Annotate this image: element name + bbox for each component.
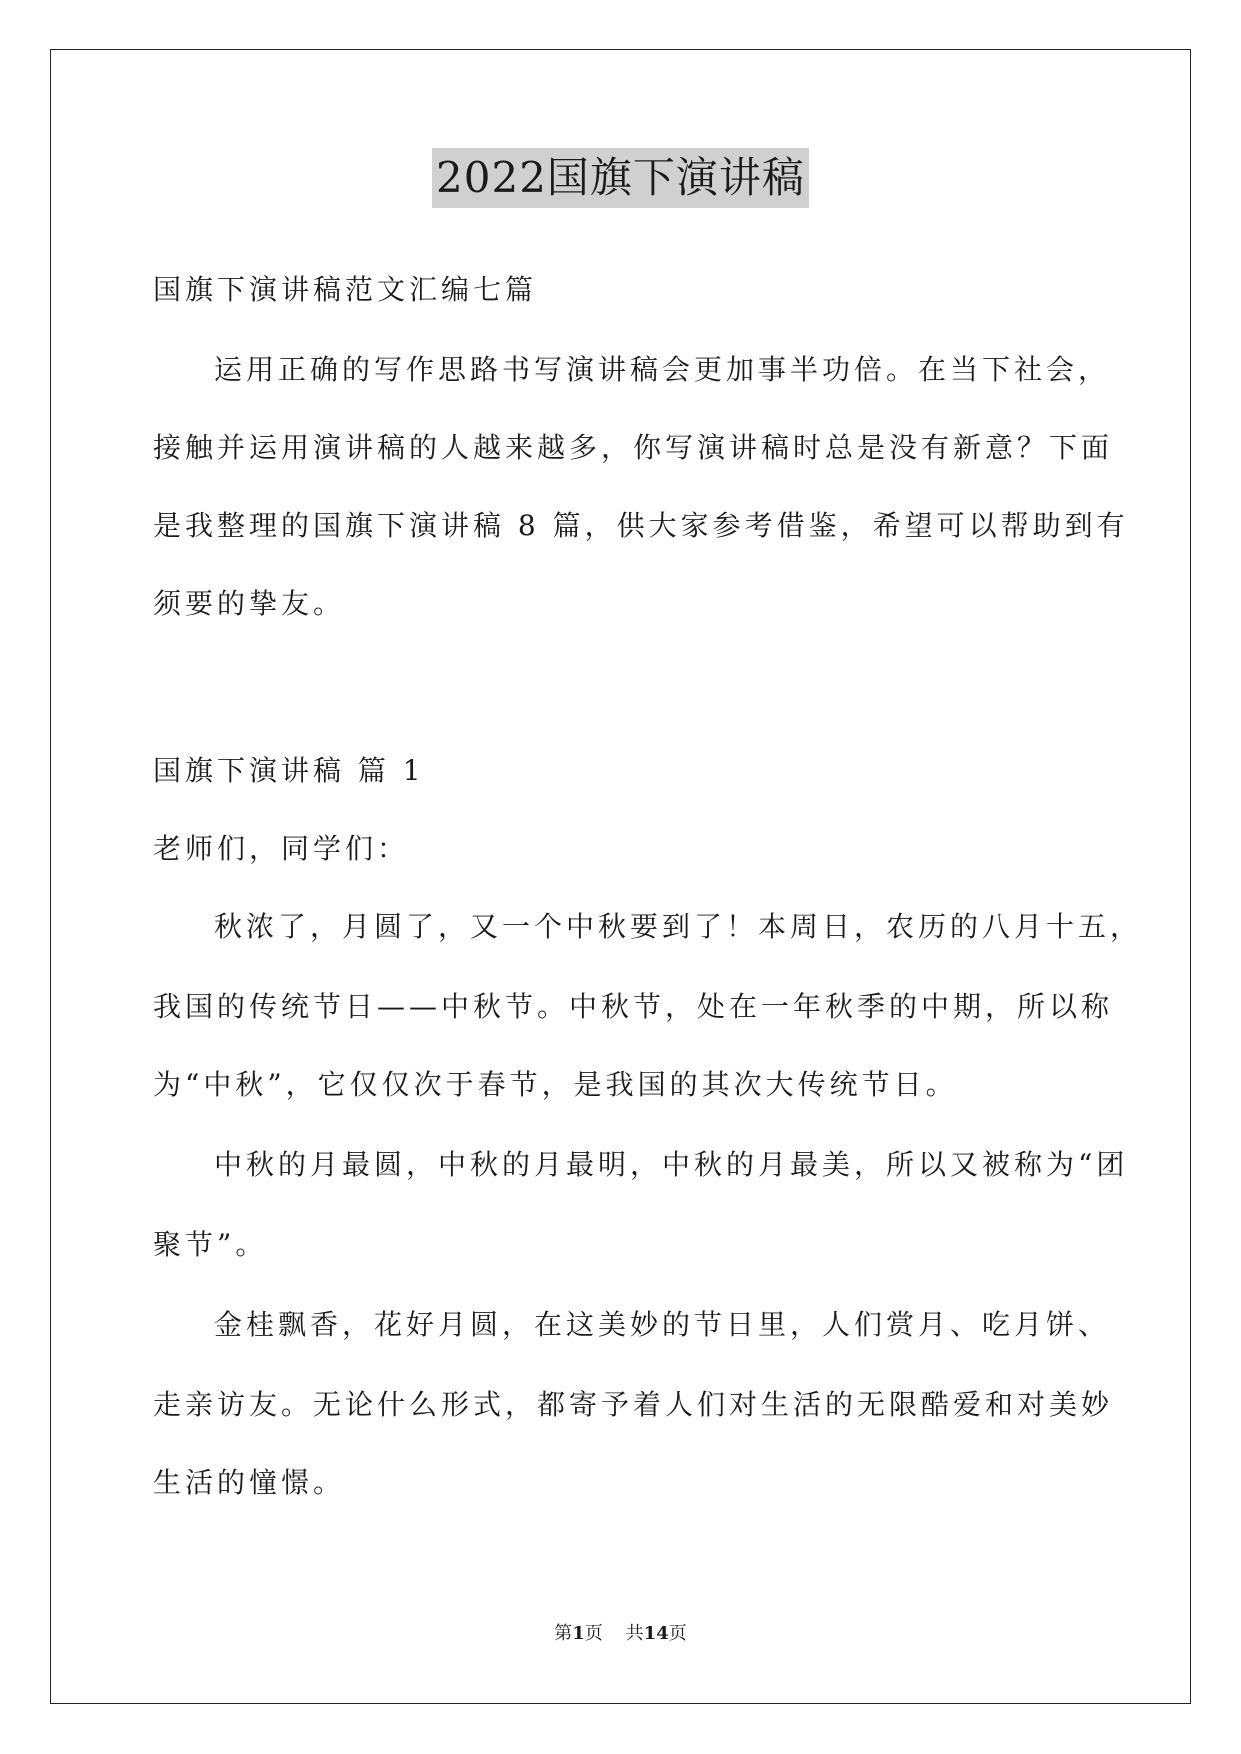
body-line-2: 我国的传统节日——中秋节。中秋节，处在一年秋季的中期，所以称 bbox=[153, 990, 1114, 1023]
document-title: 2022国旗下演讲稿 bbox=[432, 148, 809, 208]
page-footer bbox=[0, 1622, 1241, 1646]
intro-line-1: 运用正确的写作思路书写演讲稿会更加事半功倍。在当下社会， bbox=[214, 353, 1111, 386]
body-line-8: 生活的憧憬。 bbox=[153, 1466, 346, 1499]
document-subtitle: 国旗下演讲稿范文汇编七篇 bbox=[153, 273, 538, 306]
body-line-4: 中秋的月最圆，中秋的月最明，中秋的月最美，所以又被称为“团 bbox=[214, 1148, 1129, 1181]
footer-page-number: 1 bbox=[572, 1623, 585, 1644]
footer-page-suffix: 页 bbox=[584, 1623, 603, 1644]
title-container bbox=[0, 148, 1241, 208]
footer-total-suffix: 页 bbox=[668, 1623, 687, 1644]
salutation: 老师们，同学们： bbox=[153, 832, 410, 865]
footer-total-prefix: 共 bbox=[625, 1623, 644, 1644]
intro-line-2: 接触并运用演讲稿的人越来越多，你写演讲稿时总是没有新意？下面 bbox=[153, 431, 1114, 464]
section-heading: 国旗下演讲稿 篇 1 bbox=[153, 754, 425, 787]
body-line-7: 走亲访友。无论什么形式，都寄予着人们对生活的无限酷爱和对美妙 bbox=[153, 1388, 1114, 1421]
body-line-3: 为“中秋”，它仅仅次于春节，是我国的其次大传统节日。 bbox=[153, 1068, 958, 1101]
body-line-6: 金桂飘香，花好月圆，在这美妙的节日里，人们赏月、吃月饼、 bbox=[214, 1308, 1111, 1341]
footer-total-pages: 14 bbox=[643, 1623, 669, 1644]
body-line-1: 秋浓了，月圆了，又一个中秋要到了！本周日，农历的八月十五， bbox=[214, 910, 1143, 943]
footer-prefix: 第 bbox=[554, 1623, 573, 1644]
body-line-5: 聚节”。 bbox=[153, 1228, 268, 1261]
intro-line-3: 是我整理的国旗下演讲稿 8 篇，供大家参考借鉴，希望可以帮助到有 bbox=[153, 509, 1129, 542]
intro-line-4: 须要的挚友。 bbox=[153, 587, 346, 620]
